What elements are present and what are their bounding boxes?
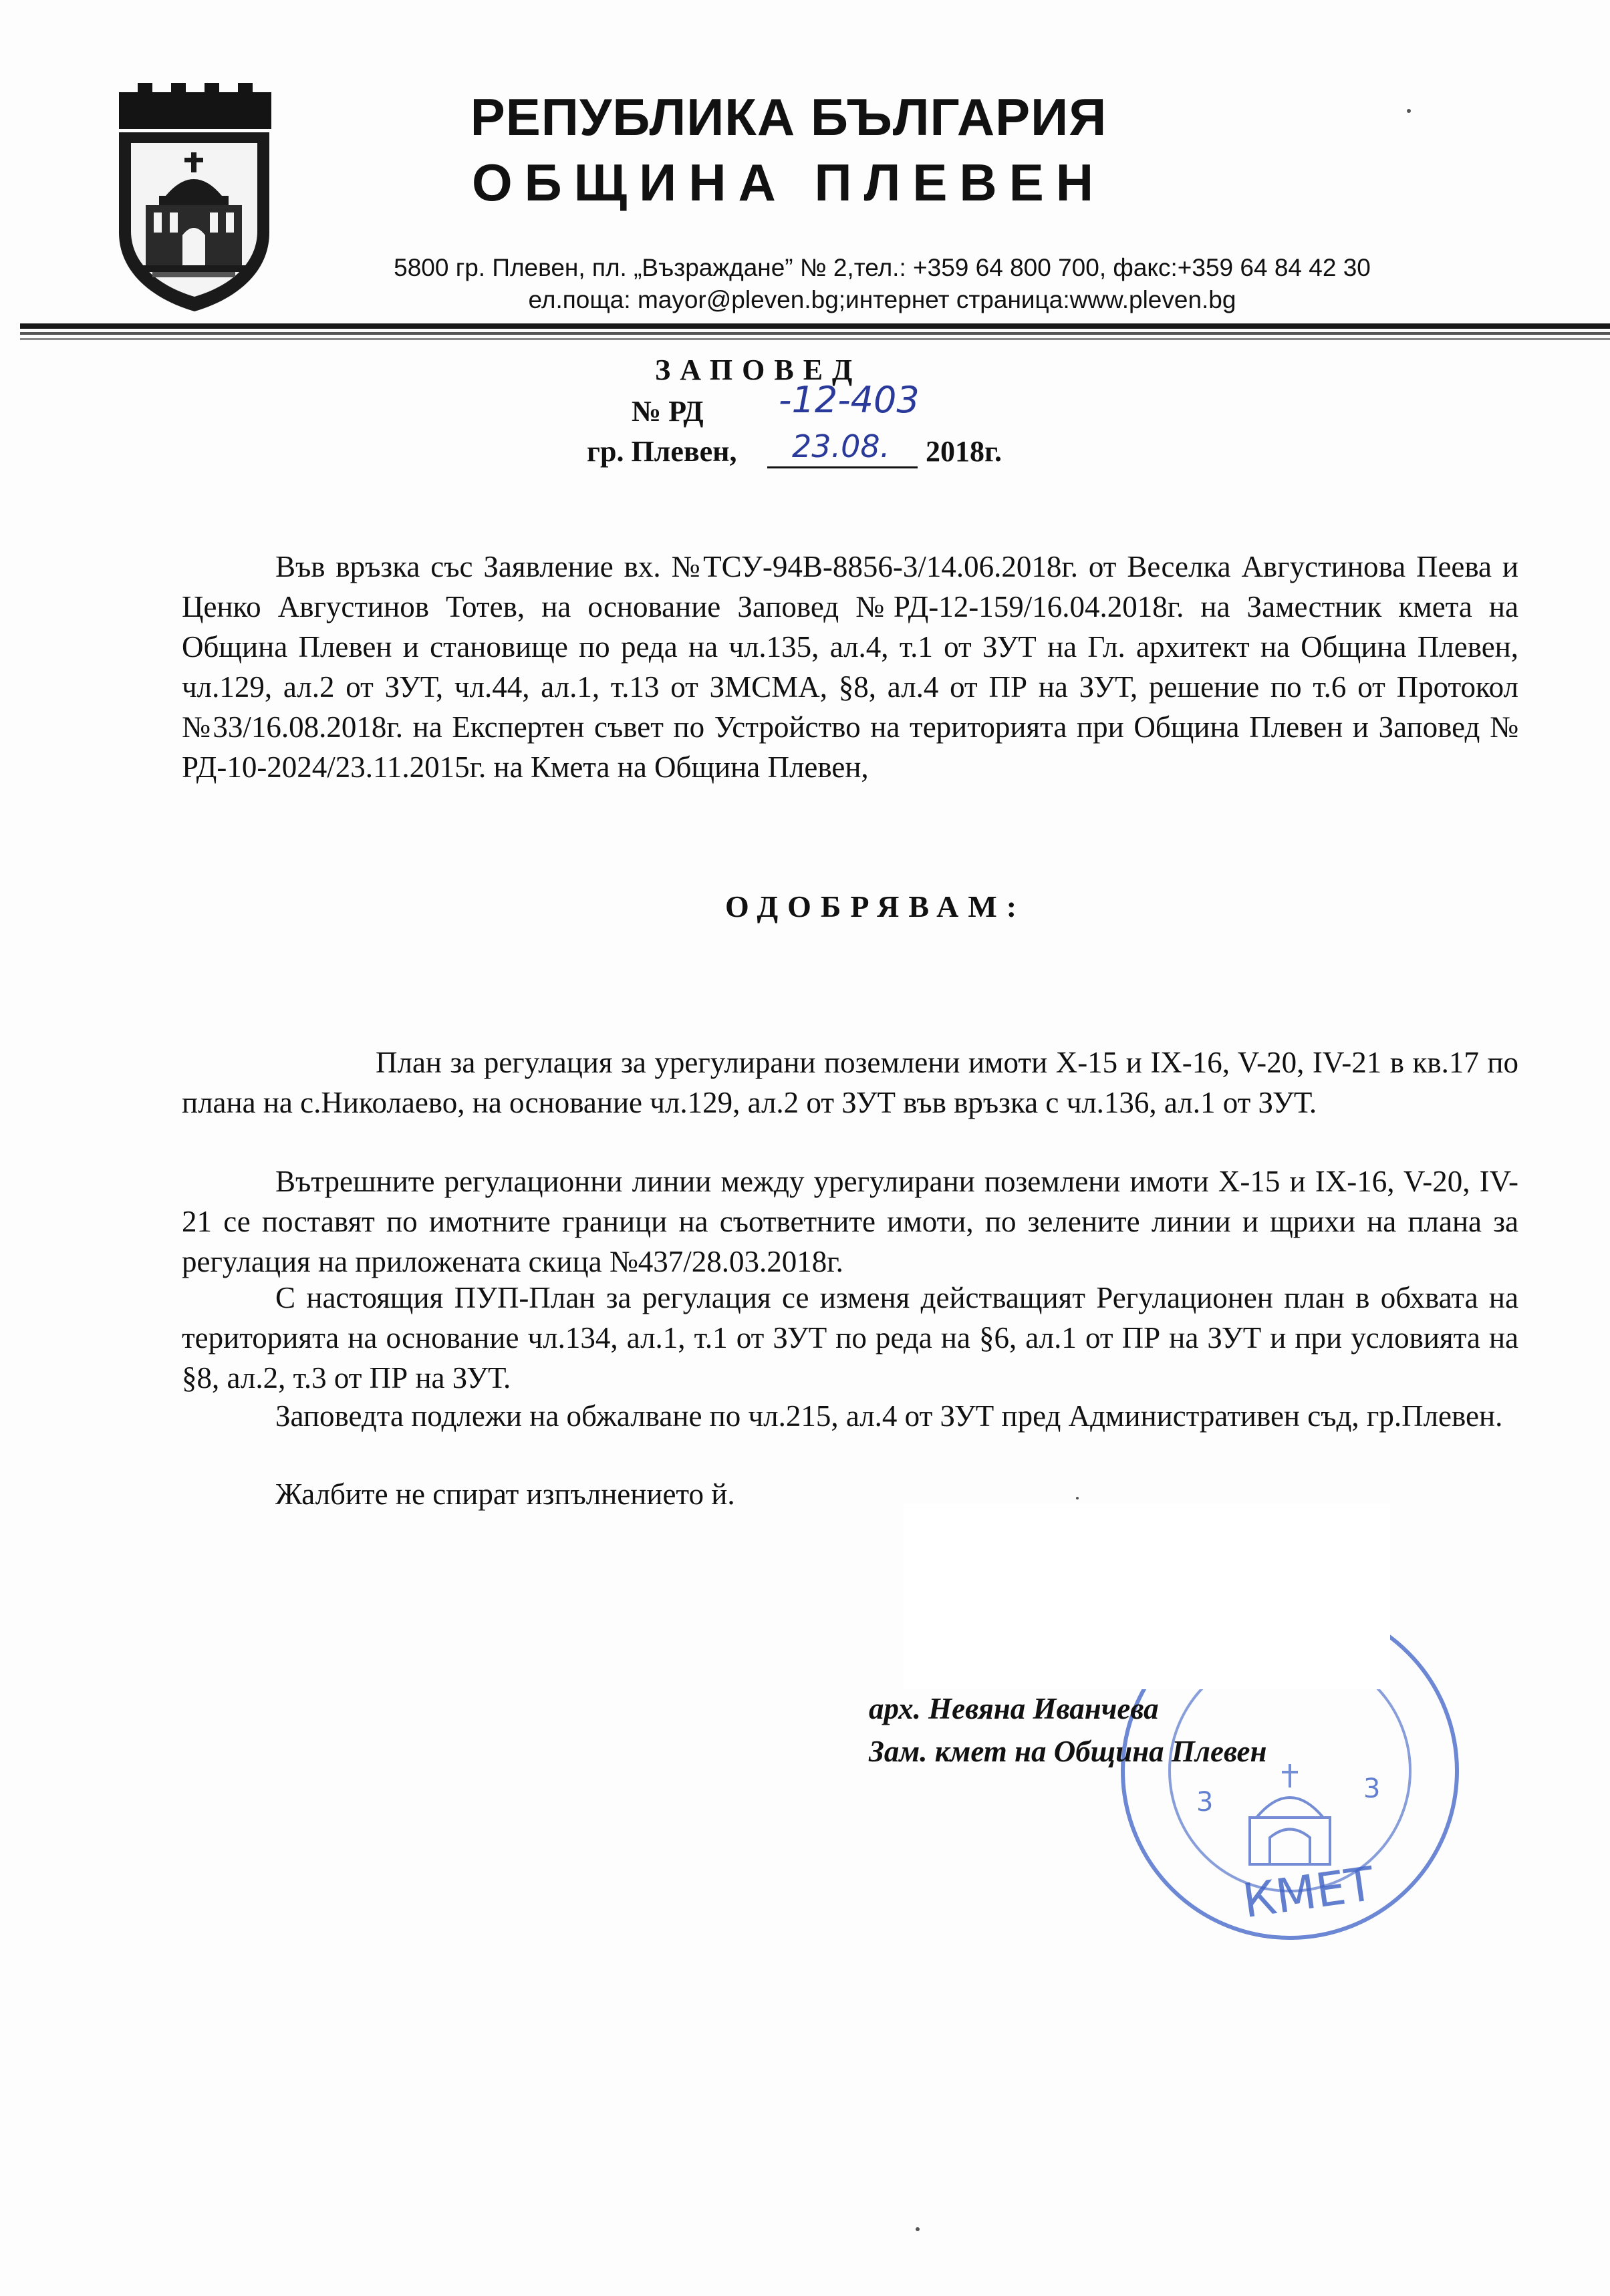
scan-speck <box>1076 1497 1079 1499</box>
stamp-number-left: 3 <box>1196 1787 1214 1818</box>
pleven-coat-of-arms-icon <box>112 79 276 316</box>
scan-speck <box>1407 109 1411 113</box>
intro-paragraph <box>182 547 1518 787</box>
approve-heading: ОДОБРЯВАМ: <box>725 889 1027 923</box>
date-underline <box>767 466 918 468</box>
intro-text: Във връзка със Заявление вх. №ТСУ-94В-8856-3/14.06.2018г. от Веселка Августинова Пеева и Ценко Августинов Тотев, на основание Заповед №РД-12-159/16.04.2018г. на Заместник кмета на Община Плевен и становище по реда на чл.135, ал.4, т.1 от ЗУТ на Гл. архитект на Община Плевен, чл.129, ал.2 от ЗУТ, чл.44, ал.1, т.13 от ЗМСМА, §8, ал.4 от ПР на ЗУТ, решение по т.6 от Протокол №33/16.08.2018г. на Експертен съвет по Устройство на територията при Община Плевен и Заповед № РД-10-2024/23.11.2015г. на Кмета на Община Плевен, <box>182 550 1518 784</box>
paragraph-text: Заповедта подлежи на обжалване по чл.215, ал.4 от ЗУТ пред Административен съд, гр.Плевен. <box>275 1399 1503 1433</box>
order-number-prefix: № РД <box>632 395 704 428</box>
paragraph-text: Вътрешните регулационни линии между урегулирани поземлени имоти X-15 и IX-16, V-20, IV-21 се поставят по имотните граници на съответните имоти, по зелените линии и щрихи на плана за регулация на приложената скица №437/28.03.2018г. <box>182 1165 1518 1278</box>
body-paragraph <box>182 1278 1518 1398</box>
order-place: гр. Плевен, <box>587 435 737 468</box>
stamp-number-right: 3 <box>1363 1773 1381 1804</box>
letterhead-rule <box>20 332 1610 335</box>
redacted-signature-area <box>904 1503 1390 1689</box>
body-paragraph <box>182 1042 1518 1123</box>
paragraph-text: С настоящия ПУП-План за регулация се изменя действащият Регулационен план в обхвата на територията на основание чл.134, ал.1, т.1 от ЗУТ по реда на §6, ал.1 от ПР на ЗУТ и при условията на §8, ал.2, т.3 от ПР на ЗУТ. <box>182 1281 1518 1395</box>
order-number-handwritten: -12-403 <box>779 379 920 421</box>
paragraph-text: План за регулация за урегулирани поземлени имоти X-15 и IX-16, V-20, IV-21 в кв.17 по плана на с.Николаево, на основание чл.129, ал.2 от ЗУТ във връзка с чл.136, ал.1 от ЗУТ. <box>182 1046 1518 1119</box>
stamp-label: КМЕТ <box>1239 1856 1378 1929</box>
letterhead-email-web: ел.поща: mayor@pleven.bg;интернет страница:www.pleven.bg <box>528 286 1236 313</box>
order-title: ЗАПОВЕД <box>655 353 862 386</box>
body-paragraph <box>182 1396 1518 1436</box>
signatory-name: арх. Невяна Иванчева <box>869 1692 1159 1725</box>
letterhead-title-country: РЕПУБЛИКА БЪЛГАРИЯ <box>470 88 1107 146</box>
signatory-role: Зам. кмет на Община Плевен <box>869 1735 1267 1768</box>
letterhead-rule <box>20 323 1610 329</box>
letterhead-address: 5800 гр. Плевен, пл. „Възраждане” № 2,тел.: +359 64 800 700, факс:+359 64 84 42 30 <box>394 254 1371 281</box>
paragraph-text: Жалбите не спират изпълнението й. <box>275 1477 735 1511</box>
order-year: 2018г. <box>926 435 1002 468</box>
body-paragraph <box>182 1161 1518 1282</box>
order-date-handwritten: 23.08. <box>792 428 890 464</box>
letterhead-rule <box>20 338 1610 340</box>
letterhead-title-municipality: ОБЩИНА ПЛЕВЕН <box>471 153 1106 212</box>
stamp-cathedral-icon <box>1250 1764 1330 1864</box>
scan-speck <box>916 2227 920 2231</box>
